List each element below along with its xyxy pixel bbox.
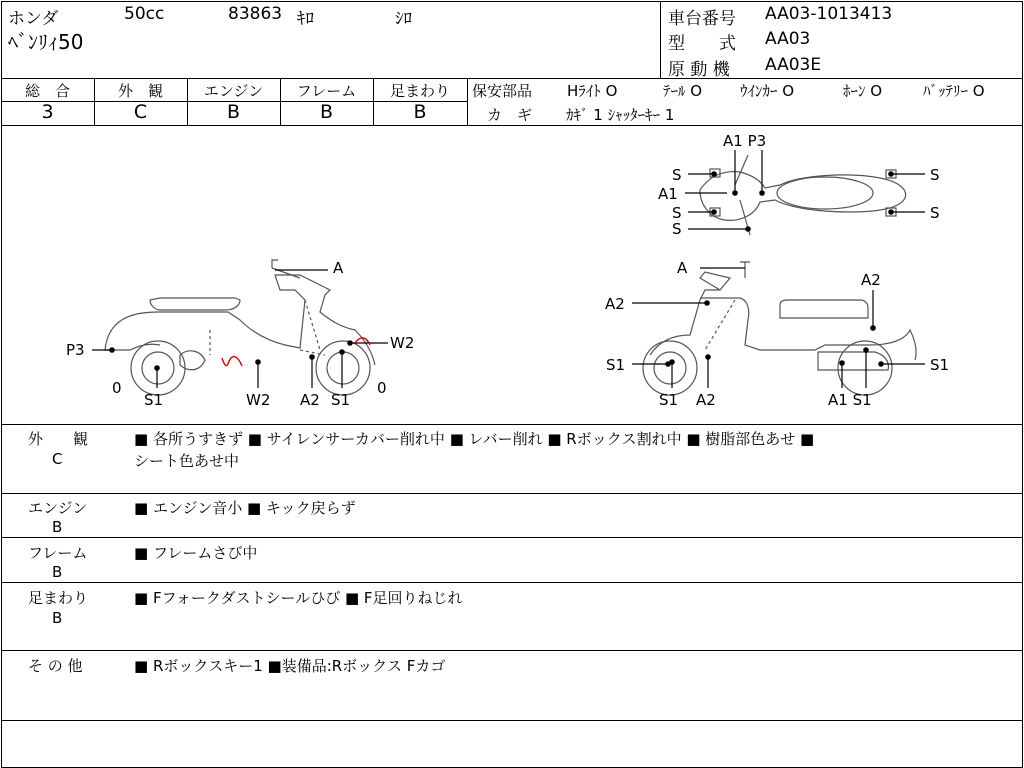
safety-battery-label: ﾊﾞｯﾃﾘｰ <box>923 82 969 100</box>
comment-text-engine: ■ エンジン音小 ■ キック戻らず <box>134 499 356 517</box>
comment-text-frame: ■ フレームさび中 <box>134 544 258 562</box>
top-label-a1p3: A1 P3 <box>723 132 767 150</box>
safety-battery-mark: O <box>972 82 985 100</box>
comment-text-exterior-2: シート色あせ中 <box>134 452 240 470</box>
grade-value-suspension: B <box>413 101 427 123</box>
grade-value-engine: B <box>226 101 241 123</box>
safety-tail <box>663 80 702 101</box>
comment-sep-1 <box>1 493 1023 494</box>
engine-label: 原 動 機 <box>668 60 730 80</box>
grade-label-frame: フレーム <box>296 82 357 100</box>
comment-grade-exterior: C <box>52 450 63 468</box>
comment-text-exterior-1: ■ 各所うすきず ■ サイレンサーカバー削れ中 ■ レバー削れ ■ Rボックス割れ中 ■ 樹脂部色あせ ■ <box>134 430 815 448</box>
safety-horn <box>843 80 882 101</box>
right-label-a2-l: A2 <box>605 295 625 313</box>
safety-headlight-label: Hﾗｲﾄ <box>567 82 601 100</box>
right-label-a: A <box>677 259 688 277</box>
maker: ホンダ <box>8 9 59 29</box>
comment-sep-4 <box>1 650 1023 651</box>
type-label: 型 式 <box>668 34 736 54</box>
comment-label-other: そ の 他 <box>28 657 83 675</box>
damage-diagram <box>0 126 1024 424</box>
comment-grade-suspension: B <box>52 609 63 627</box>
frame-no-label: 車台番号 <box>668 9 736 29</box>
grade-label-overall: 総 合 <box>24 82 70 100</box>
safety-headlight-mark: O <box>605 82 618 100</box>
comment-text-other: ■ Rボックスキー1 ■装備品:Rボックス Fカゴ <box>134 657 446 675</box>
safety-title: 保安部品 <box>472 82 533 100</box>
top-label-s-ml: S <box>672 204 682 222</box>
safety-winker <box>740 80 794 101</box>
safety-winker-mark: O <box>782 82 795 100</box>
left-label-a2: A2 <box>300 391 320 409</box>
top-label-s-br: S <box>930 204 940 222</box>
grade-row-top <box>1 78 1023 79</box>
left-label-zero-r: 0 <box>377 379 387 397</box>
right-label-a1s1: A1 S1 <box>828 391 872 409</box>
key-label: カ ギ <box>487 106 533 124</box>
comment-text-suspension: ■ Fフォークダストシールひび ■ F足回りねじれ <box>134 589 463 607</box>
safety-winker-label: ｳｲﾝｶｰ <box>740 82 778 100</box>
safety-tail-mark: O <box>690 82 703 100</box>
grade-label-engine: エンジン <box>203 82 264 100</box>
top-label-a1: A1 <box>658 185 678 203</box>
left-label-a: A <box>333 259 344 277</box>
mileage: 83863 <box>228 4 283 24</box>
type-value: AA03 <box>765 29 811 49</box>
frame-no: AA03-1013413 <box>765 4 893 24</box>
left-label-w2: W2 <box>390 334 415 352</box>
right-label-s1-b: S1 <box>659 391 679 409</box>
comment-sep-5 <box>1 720 1023 721</box>
safety-horn-mark: O <box>870 82 883 100</box>
left-label-s1b: S1 <box>331 391 351 409</box>
top-label-s-tr: S <box>930 166 940 184</box>
left-label-p3: P3 <box>66 341 85 359</box>
grade-label-suspension: 足まわり <box>389 82 450 100</box>
grade-value-overall: 3 <box>41 101 54 123</box>
comment-sep-3 <box>1 582 1023 583</box>
top-label-s-bl: S <box>672 220 682 238</box>
comment-label-engine: エンジン <box>28 499 88 517</box>
top-view-scooter <box>700 155 906 235</box>
comment-label-frame: フレーム <box>28 544 88 562</box>
grade-label-exterior: 外 観 <box>117 82 163 100</box>
left-side-scooter <box>105 260 375 395</box>
color: ｼﾛ <box>395 9 412 29</box>
right-label-s1-r: S1 <box>930 356 950 374</box>
left-label-s1: S1 <box>144 391 164 409</box>
comment-label-exterior: 外 観 <box>28 430 89 448</box>
engine-value: AA03E <box>765 55 822 75</box>
right-label-a2-b: A2 <box>696 391 716 409</box>
top-label-s-tl: S <box>672 166 682 184</box>
safety-battery <box>923 80 985 101</box>
key-value: ｶｷﾞ 1 ｼｬｯﾀｰｷｰ 1 <box>566 106 675 124</box>
comment-label-suspension: 足まわり <box>28 589 89 607</box>
mileage-unit: ｷﾛ <box>297 9 314 29</box>
model-name: ﾍﾞﾝﾘｨ50 <box>8 30 84 54</box>
comments-top <box>1 424 1023 425</box>
engine-cc: 50cc <box>124 4 165 24</box>
safety-tail-label: ﾃｰﾙ <box>663 82 686 100</box>
right-label-a2-r: A2 <box>861 271 881 289</box>
left-label-zero-l: 0 <box>112 379 122 397</box>
grade-sep-5 <box>467 78 468 125</box>
left-label-w2b: W2 <box>246 391 271 409</box>
header-divider <box>660 1 661 78</box>
grade-value-exterior: C <box>133 101 148 123</box>
comment-grade-frame: B <box>52 563 63 581</box>
right-label-s1-l: S1 <box>606 356 626 374</box>
comment-sep-2 <box>1 537 1023 538</box>
safety-headlight <box>567 80 617 101</box>
grade-value-frame: B <box>319 101 334 123</box>
comment-grade-engine: B <box>52 518 63 536</box>
safety-horn-label: ﾎｰﾝ <box>843 82 866 100</box>
